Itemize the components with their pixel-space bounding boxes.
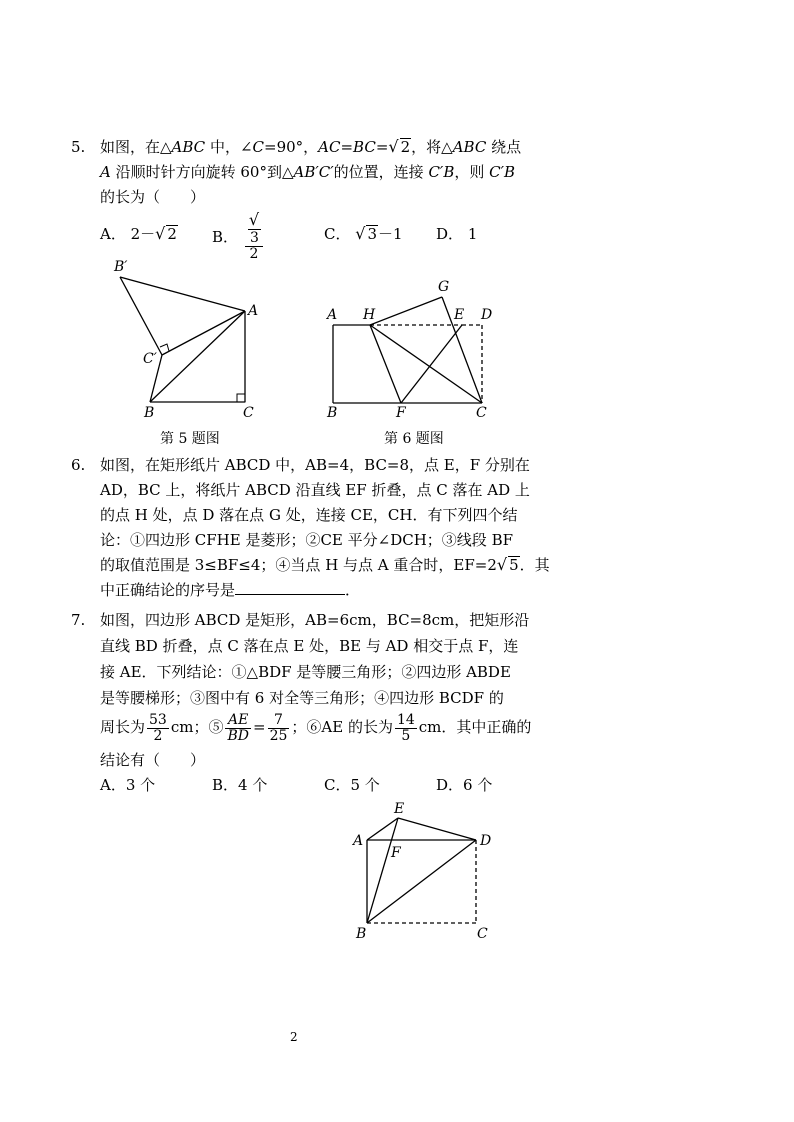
question-6-line-3: 的点 H 处，点 D 落在点 G 处，连接 CE，CH．有下列四个结 xyxy=(100,506,518,524)
question-7-number: 7. xyxy=(71,611,86,629)
page-number: 2 xyxy=(290,1030,298,1044)
fig6-label-f: F xyxy=(396,405,406,421)
fig7-segment-b-e xyxy=(367,818,398,923)
figure-6-caption: 第 6 题图 xyxy=(384,431,444,447)
fig6-label-d: D xyxy=(481,307,493,323)
figure-5 xyxy=(100,255,280,425)
question-5-line-2: A 沿顺时针方向旋转 60°到△AB′C′的位置，连接 C′B，则 C′B xyxy=(100,163,516,181)
fig6-label-g: G xyxy=(438,279,450,295)
fig5-segment-cp-a xyxy=(162,311,245,355)
fig6-label-a: A xyxy=(327,307,338,323)
fig7-label-e: E xyxy=(394,801,405,817)
fig5-segment-bp-cp xyxy=(120,277,162,355)
q5-option-c: C． √ 3－1 xyxy=(324,224,403,243)
fig5-segment-bp-a xyxy=(120,277,245,311)
q5-option-b: B． √ 3 2 xyxy=(212,212,265,262)
fig5-right-angle-c xyxy=(237,394,245,402)
q7-option-d: D．6 个 xyxy=(436,776,493,794)
fig7-label-f: F xyxy=(391,845,401,861)
question-6-line-5: 的取值范围是 3≤BF≤4；④当点 H 与点 A 重合时，EF=2√ 5．其 xyxy=(100,555,550,574)
fig7-segment-e-d xyxy=(398,818,476,840)
question-7-line-1: 如图，四边形 ABCD 是矩形，AB=6cm，BC=8cm，把矩形沿 xyxy=(100,611,530,629)
figure-6 xyxy=(320,275,510,425)
fig6-segment-h-g xyxy=(370,297,442,325)
question-7-line-4: 是等腰梯形；③图中有 6 对全等三角形；④四边形 BCDF 的 xyxy=(100,689,504,707)
fig5-label-b: B xyxy=(144,405,155,421)
fig6-segment-h-f xyxy=(370,325,401,403)
figure-7 xyxy=(345,800,505,945)
fig6-label-b: B xyxy=(327,405,338,421)
fig6-segment-f-e xyxy=(401,325,462,403)
fig6-label-h: H xyxy=(363,307,376,323)
question-7-line-2: 直线 BD 折叠，点 C 落在点 E 处，BE 与 AD 相交于点 F，连 xyxy=(100,637,519,655)
fig7-segment-b-d xyxy=(367,840,476,923)
fig5-label-a: A xyxy=(248,303,259,319)
q5-option-d: D． 1 xyxy=(436,225,478,243)
question-6-number: 6. xyxy=(71,456,86,474)
fig7-segment-a-e xyxy=(367,818,398,840)
q7-option-b: B．4 个 xyxy=(212,776,268,794)
fig6-label-c: C xyxy=(476,405,487,421)
figure-5-caption: 第 5 题图 xyxy=(160,431,220,447)
fig6-segment-h-c xyxy=(370,325,482,403)
question-5-line-3: 的长为（ ） xyxy=(100,188,206,206)
fig5-right-angle-cp xyxy=(160,344,169,351)
fig7-label-d: D xyxy=(480,833,492,849)
question-7-line-3: 接 AE．下列结论：①△BDF 是等腰三角形；②四边形 ABDE xyxy=(100,663,511,681)
fig5-label-c: C xyxy=(243,405,254,421)
question-5-number: 5. xyxy=(71,138,86,156)
q7-option-c: C．5 个 xyxy=(324,776,380,794)
question-7-line-5: 周长为 $\frac{53}{2}$ cm；⑤ $\frac{AE}{BD}$ = $\frac{7}{25}$ ；⑥AE 的长为 $\frac{14}{5}$ cm．其中正确的 xyxy=(100,711,532,744)
answer-blank[interactable] xyxy=(235,580,345,595)
fig7-label-b: B xyxy=(356,926,367,942)
question-7-line-6: 结论有（ ） xyxy=(100,751,206,769)
fig7-label-a: A xyxy=(353,833,364,849)
fig5-label-bp: B′ xyxy=(114,259,128,275)
fig7-label-c: C xyxy=(477,926,488,942)
question-6-line-6: 中正确结论的序号是 ． xyxy=(100,581,361,599)
q5-option-a: A． 2－√ 2 xyxy=(100,224,177,243)
fig5-segment-b-a xyxy=(150,311,245,402)
question-6-line-2: AD，BC 上，将纸片 ABCD 沿直线 EF 折叠，点 C 落在 AD 上 xyxy=(100,481,530,499)
fig6-label-e: E xyxy=(454,307,465,323)
question-6-line-4: 论：①四边形 CFHE 是菱形；②CE 平分∠DCH；③线段 BF xyxy=(100,531,513,549)
question-6-line-1: 如图，在矩形纸片 ABCD 中，AB=4，BC=8，点 E，F 分别在 xyxy=(100,456,530,474)
question-5-line-1: 如图，在△ABC 中，∠C=90°，AC=BC=√ 2，将△ABC 绕点 xyxy=(100,137,522,156)
q7-option-a: A．3 个 xyxy=(100,776,156,794)
fig5-label-cp: C′ xyxy=(143,351,157,367)
